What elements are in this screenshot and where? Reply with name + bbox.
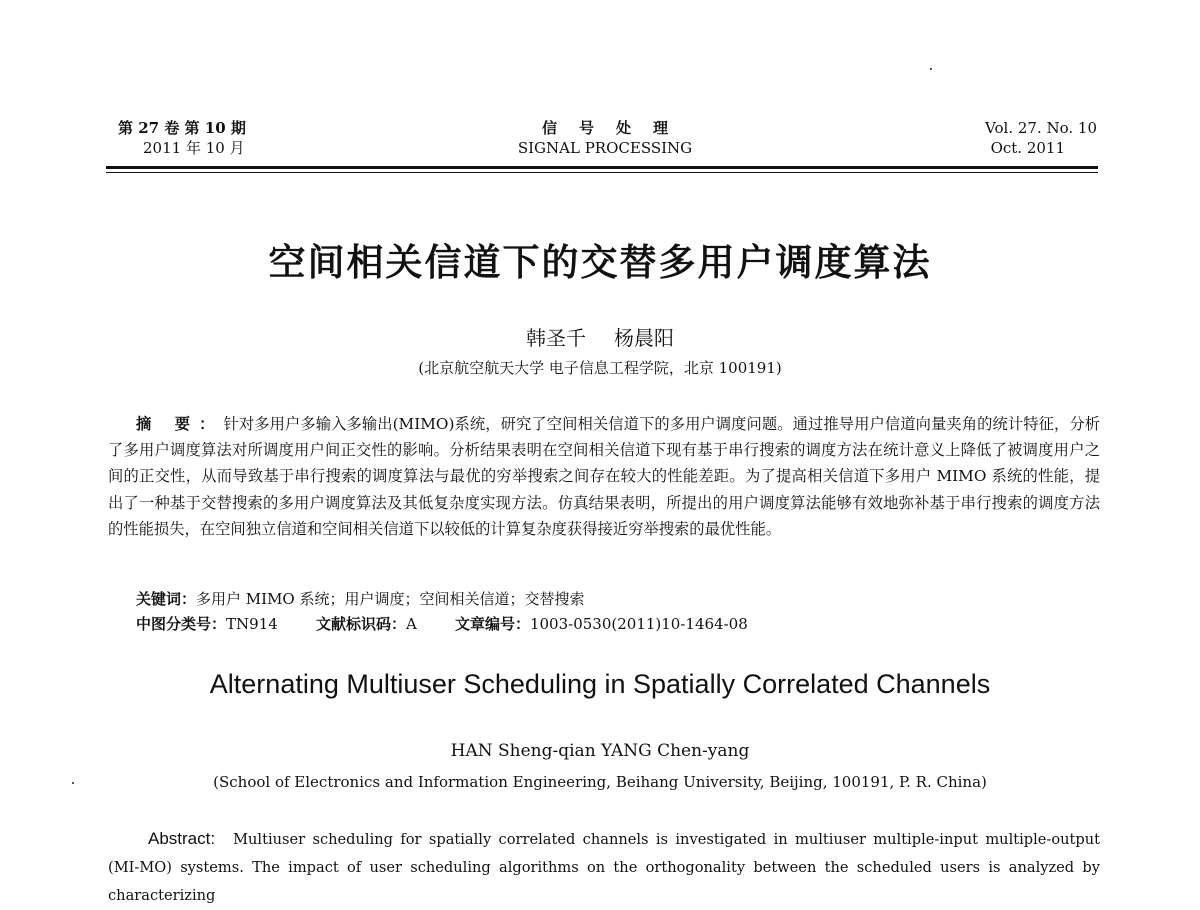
scan-speck [72,782,74,784]
journal-name [480,118,730,158]
paper-title-cn: 空间相关信道下的交替多用户调度算法 [268,241,932,284]
journal-issue-info [118,118,338,158]
author-cn: 韩圣千 [526,326,586,350]
scan-speck [930,68,932,70]
paper-title-en: Alternating Multiuser Scheduling in Spatially Correlated Channels [209,669,991,699]
article-no-label: 文章编号： [454,615,530,633]
affiliation-en: (School of Electronics and Information Engineering, Beihang University, Beijing, 100191, P. R. China) [213,773,987,791]
abstract-cn [108,411,1100,542]
header-rule-thin [106,172,1098,173]
volume-issue-en: Vol. 27. No. 10 [985,119,1097,137]
volume-issue-cn: 第 27 卷 第 10 期 [118,119,246,137]
date-cn: 2011 年 10 月 [143,139,245,157]
journal-name-cn: 信号处理 [541,119,690,137]
journal-name-en: SIGNAL PROCESSING [517,139,693,157]
affiliation-cn: (北京航空航天大学 电子信息工程学院，北京 100191) [418,359,782,377]
authors-en: HAN Sheng-qian YANG Chen-yang [450,741,750,761]
authors-cn [0,322,1200,351]
keywords-text: 多用户 MIMO 系统；用户调度；空间相关信道；交替搜索 [196,590,585,608]
keywords-cn [136,587,1096,611]
abstract-en-text: Multiuser scheduling for spatially correlated channels is investigated in multiuser multiple-input multiple-output (MI-MO) systems. The impact of user scheduling algorithms on the orthogonality between the scheduled users is analyzed by characterizing [108,831,1100,904]
abstract-cn-label: 摘 要： [136,415,224,433]
abstract-cn-text: 针对多用户多输入多输出(MIMO)系统，研究了空间相关信道下的多用户调度问题。通过推导用户信道向量夹角的统计特征，分析了多用户调度算法对所调度用户间正交性的影响。分析结果表明在空间相关信道下现有基于串行搜索的调度方法在统计意义上降低了被调度用户之间的正交性，从而导致基于串行搜索的调度算法与最优的穷举搜索之间存在较大的性能差距。为了提高相关信道下多用户 MIMO 系统的性能，提出了一种基于交替搜索的多用户调度算法及其低复杂度实现方法。仿真结果表明，所提出的用户调度算法能够有效地弥补基于串行搜索的调度方法的性能损失，在空间独立信道和空间相关信道下以较低的计算复杂度获得接近穷举搜索的最优性能。 [108,415,1100,538]
date-en: Oct. 2011 [990,139,1065,157]
article-no-value: 1003-0530(2011)10-1464-08 [529,615,748,633]
classification-line [136,612,1096,636]
doc-code-value: A [405,615,417,633]
doc-code-label: 文献标识码： [315,615,406,633]
clc-value: TN914 [226,615,278,633]
journal-volume-info [877,118,1097,158]
abstract-en-label: Abstract: [148,829,216,848]
keywords-label: 关键词： [136,590,197,608]
abstract-en [108,825,1100,910]
author-cn: 杨晨阳 [614,326,674,350]
header-rule-thick [106,166,1098,169]
clc-label: 中图分类号： [136,615,227,633]
